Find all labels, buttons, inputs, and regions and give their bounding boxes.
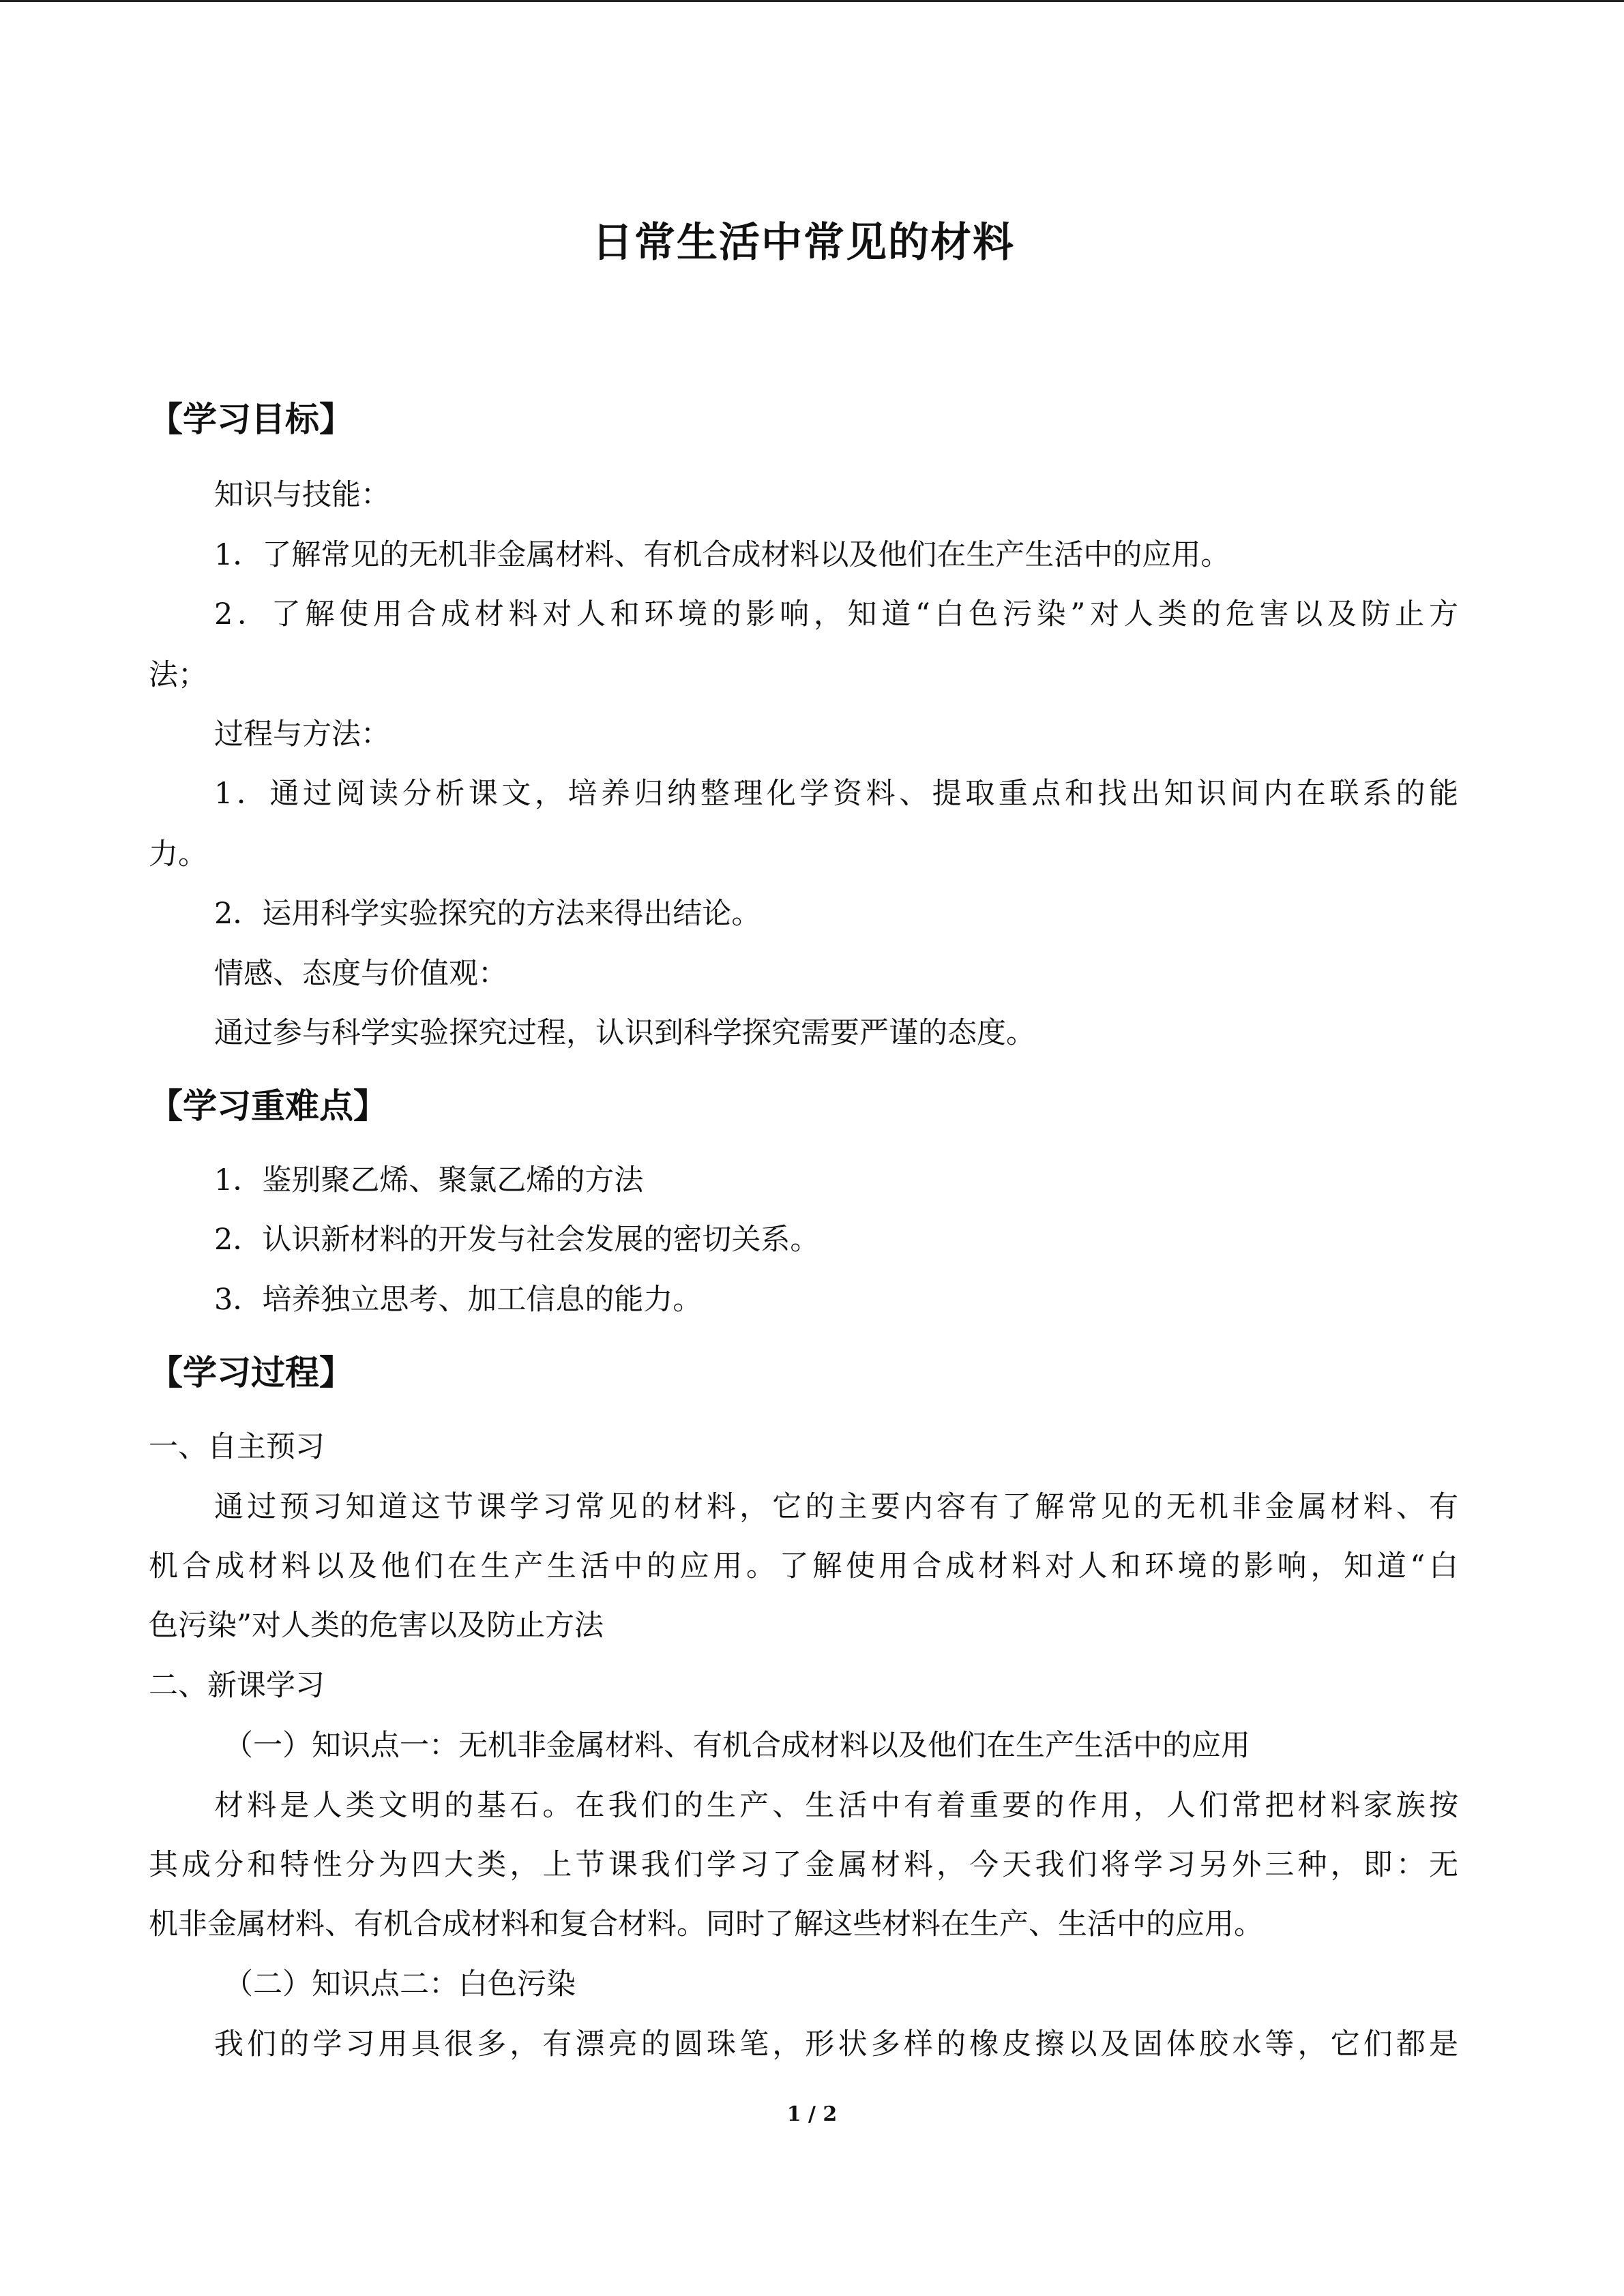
paragraph-line: 2．运用科学实验探究的方法来得出结论。 [214,897,761,931]
paragraph-line: 3．培养独立思考、加工信息的能力。 [214,1283,703,1317]
paragraph-line: 过程与方法： [214,717,390,751]
paragraph-line: （二）知识点二：白色污染 [224,1967,576,2001]
paragraph-line: 知识与技能： [214,478,390,512]
paragraph-line: 情感、态度与价值观： [214,957,507,991]
paragraph-line: 2．了解使用合成材料对人和环境的影响，知道“白色污染”对人类的危害以及防止方 [214,597,1458,631]
paragraph-line: 二、新课学习 [149,1669,325,1703]
paragraph-line: 机合成材料以及他们在生产生活中的应用。了解使用合成材料对人和环境的影响，知道“白 [149,1549,1458,1583]
paragraph-line: （一）知识点一：无机非金属材料、有机合成材料以及他们在生产生活中的应用 [224,1729,1250,1763]
section-heading-process: 【学习过程】 [149,1353,353,1392]
section-heading-goals: 【学习目标】 [149,400,353,439]
paragraph-line: 我们的学习用具很多，有漂亮的圆珠笔，形状多样的橡皮擦以及固体胶水等，它们都是 [214,2027,1458,2061]
paragraph-line: 2．认识新材料的开发与社会发展的密切关系。 [214,1223,820,1257]
paragraph-line: 机非金属材料、有机合成材料和复合材料。同时了解这些材料在生产、生活中的应用。 [149,1907,1263,1941]
paragraph-line: 1．通过阅读分析课文，培养归纳整理化学资料、提取重点和找出知识间内在联系的能 [214,777,1458,811]
paragraph-line: 法； [149,658,207,692]
paragraph-line: 力。 [149,837,207,871]
section-heading-key-points: 【学习重难点】 [149,1086,387,1126]
paragraph-line: 其成分和特性分为四大类，上节课我们学习了金属材料，今天我们将学习另外三种，即：无 [149,1848,1458,1882]
paragraph-line: 1．鉴别聚乙烯、聚氯乙烯的方法 [214,1163,644,1197]
page-number: 1 / 2 [786,2102,838,2126]
paragraph-line: 材料是人类文明的基石。在我们的生产、生活中有着重要的作用，人们常把材料家族按 [214,1789,1458,1823]
paragraph-line: 色污染”对人类的危害以及防止方法 [149,1609,604,1643]
document-title: 日常生活中常见的材料 [592,219,1015,267]
paragraph-line: 通过参与科学实验探究过程，认识到科学探究需要严谨的态度。 [214,1016,1035,1050]
paragraph-line: 1．了解常见的无机非金属材料、有机合成材料以及他们在生产生活中的应用。 [214,538,1230,572]
paragraph-line: 一、自主预习 [149,1430,325,1464]
page-top-border [0,0,1624,2]
paragraph-line: 通过预习知道这节课学习常见的材料，它的主要内容有了解常见的无机非金属材料、有 [214,1490,1458,1524]
